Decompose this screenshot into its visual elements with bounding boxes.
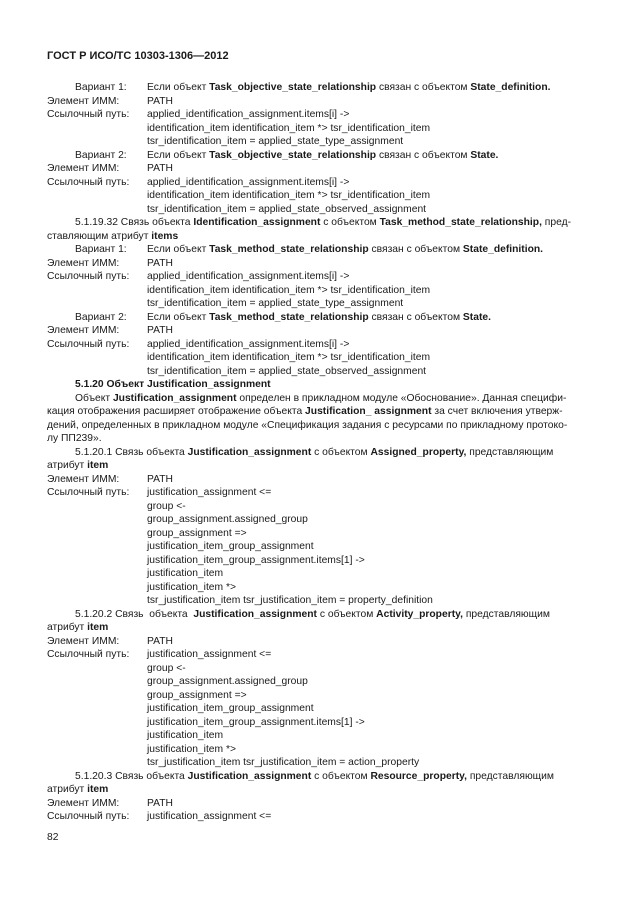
path-line: tsr_identification_item = applied_state_type_assignment xyxy=(147,298,404,309)
variant-row xyxy=(47,311,587,325)
path-label: Ссылочный путь: xyxy=(47,271,130,282)
clause-heading: 5.1.20.1 Связь объекта Justification_assignment с объектом Assigned_property, представляющим xyxy=(75,446,554,458)
paragraph-line: лу ПП239». xyxy=(47,433,102,444)
path-line: justification_item_group_assignment xyxy=(147,703,314,714)
element-label: Элемент ИММ: xyxy=(47,473,120,485)
element-label: Элемент ИММ: xyxy=(47,95,120,107)
paragraph-line: Объект Justification_assignment определен в прикладном модуле «Обоснование». Данная специфи- xyxy=(75,392,567,404)
path-line: group_assignment.assigned_group xyxy=(147,676,308,687)
element-row xyxy=(47,257,587,271)
variant-text: Если объект Task_objective_state_relationship связан с объектом State_definition. xyxy=(147,82,551,93)
clause-heading-cont: атрибут item xyxy=(47,622,109,633)
path-line: tsr_justification_item tsr_justification_item = action_property xyxy=(147,757,420,768)
element-label: Элемент ИММ: xyxy=(47,635,120,647)
variant-label: Вариант 1: xyxy=(75,244,127,255)
clause-heading-cont: атрибут item xyxy=(47,460,109,471)
path-line: group <- xyxy=(147,500,186,512)
paragraph-line: кация отображения расширяет отображение объекта Justification_ assignment за счет включения утверж- xyxy=(47,406,563,417)
path-line: justification_item xyxy=(147,568,224,579)
element-value: PATH xyxy=(147,325,173,336)
path-label: Ссылочный путь: xyxy=(47,649,130,660)
path-line: group_assignment => xyxy=(147,689,247,701)
element-row xyxy=(47,635,587,649)
path-label: Ссылочный путь: xyxy=(47,811,130,822)
document-body xyxy=(47,81,587,824)
clause-heading: 5.1.20.3 Связь объекта Justification_assignment с объектом Resource_property, представляющим xyxy=(75,770,554,782)
clause-heading-cont: атрибут item xyxy=(47,784,109,795)
path-line: tsr_justification_item tsr_justification_item = property_definition xyxy=(147,595,433,606)
variant-row xyxy=(47,243,587,257)
variant-label: Вариант 1: xyxy=(75,82,127,93)
path-row xyxy=(47,338,587,352)
path-line: identification_item identification_item *> tsr_identification_item xyxy=(147,284,431,296)
path-label: Ссылочный путь: xyxy=(47,338,130,350)
variant-label: Вариант 2: xyxy=(75,149,127,161)
element-row xyxy=(47,162,587,176)
path-line: applied_identification_assignment.items[i] -> xyxy=(147,176,350,188)
path-line: group_assignment.assigned_group xyxy=(147,514,308,525)
path-line: justification_item_group_assignment xyxy=(147,541,314,552)
element-label: Элемент ИММ: xyxy=(47,325,120,336)
element-row xyxy=(47,95,587,109)
element-value: PATH xyxy=(147,257,173,269)
element-row xyxy=(47,324,587,338)
path-line: identification_item identification_item *> tsr_identification_item xyxy=(147,122,431,134)
element-value: PATH xyxy=(147,635,173,647)
element-value: PATH xyxy=(147,95,173,107)
element-label: Элемент ИММ: xyxy=(47,257,120,269)
path-line: group_assignment => xyxy=(147,527,247,539)
paragraph-line: дений, определенных в прикладном модуле «Спецификация задания с ресурсами по прикладному протоко- xyxy=(47,419,568,431)
path-line: justification_assignment <= xyxy=(147,649,272,660)
variant-row xyxy=(47,149,587,163)
variant-text: Если объект Task_method_state_relationship связан с объектом State_definition. xyxy=(147,244,544,255)
path-row xyxy=(47,176,587,190)
path-row xyxy=(47,810,587,824)
path-row xyxy=(47,270,587,284)
path-label: Ссылочный путь: xyxy=(47,487,130,498)
path-row xyxy=(47,108,587,122)
document-header: ГОСТ Р ИСО/ТС 10303-1306—2012 xyxy=(47,50,229,62)
path-line: applied_identification_assignment.items[i] -> xyxy=(147,271,350,282)
path-line: applied_identification_assignment.items[i] -> xyxy=(147,338,350,350)
path-line: identification_item identification_item *> tsr_identification_item xyxy=(147,352,431,363)
clause-heading: 5.1.20.2 Связь объекта Justification_assignment с объектом Activity_property, представляющим xyxy=(75,608,550,620)
element-value: PATH xyxy=(147,473,173,485)
element-label: Элемент ИММ: xyxy=(47,163,120,174)
variant-text: Если объект Task_objective_state_relationship связан с объектом State. xyxy=(147,149,499,161)
path-line: group <- xyxy=(147,662,186,674)
path-row xyxy=(47,486,587,500)
path-line: applied_identification_assignment.items[i] -> xyxy=(147,109,350,120)
element-label: Элемент ИММ: xyxy=(47,797,120,809)
clause-heading: 5.1.19.32 Связь объекта Identification_assignment с объектом Task_method_state_relationship, пред- xyxy=(75,217,572,228)
element-row xyxy=(47,797,587,811)
path-line: identification_item identification_item *> tsr_identification_item xyxy=(147,190,431,201)
variant-row xyxy=(47,81,587,95)
element-value: PATH xyxy=(147,163,173,174)
path-line: justification_assignment <= xyxy=(147,487,272,498)
element-row xyxy=(47,473,587,487)
path-label: Ссылочный путь: xyxy=(47,176,130,188)
path-line: justification_item_group_assignment.items[1] -> xyxy=(147,716,365,728)
clause-heading-cont: ставляющим атрибут items xyxy=(47,230,179,242)
path-line: justification_item *> xyxy=(147,743,236,755)
path-line: justification_item *> xyxy=(147,581,236,593)
section-title: 5.1.20 Объект Justification_assignment xyxy=(75,379,271,390)
path-line: justification_item xyxy=(147,730,224,741)
page-number: 82 xyxy=(47,832,59,843)
path-line: tsr_identification_item = applied_state_observed_assignment xyxy=(147,365,427,377)
path-line: justification_item_group_assignment.items[1] -> xyxy=(147,554,365,566)
element-value: PATH xyxy=(147,797,173,809)
path-line: tsr_identification_item = applied_state_type_assignment xyxy=(147,136,404,147)
variant-text: Если объект Task_method_state_relationship связан с объектом State. xyxy=(147,311,491,323)
variant-label: Вариант 2: xyxy=(75,311,127,323)
path-row xyxy=(47,648,587,662)
path-line: justification_assignment <= xyxy=(147,811,272,822)
path-label: Ссылочный путь: xyxy=(47,109,130,120)
path-line: tsr_identification_item = applied_state_observed_assignment xyxy=(147,203,427,215)
